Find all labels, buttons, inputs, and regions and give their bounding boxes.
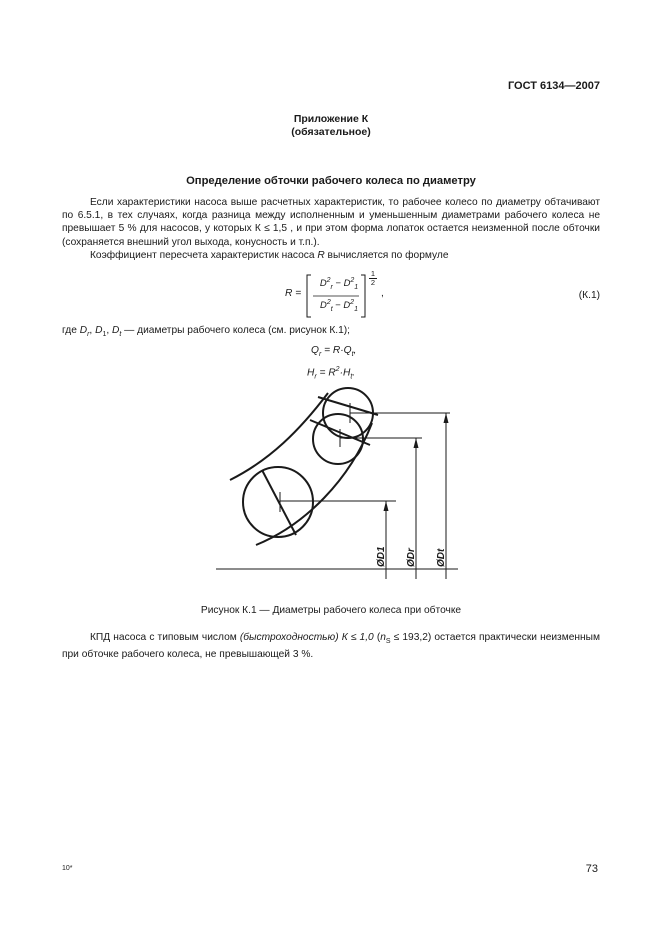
standard-header: ГОСТ 6134—2007 [507,80,600,92]
where-line: где $D_r$, $D_1$, $D_t$ — диаметры рабочего колеса (см. рисунок К.1); [62,325,351,339]
arrow-d1 [384,501,389,511]
formula-trail: , [381,288,384,299]
appendix-heading [0,113,662,139]
paragraph-1: Если характеристики насоса выше расчетных характеристик, то рабочее колесо по диаметру обтачивают по 6.5.1, в тех случаях, когда разница между исполненным и уменьшенным диаметрами рабочего колеса не превышает 5 % для насосов, у которых К ≤ 1,5 , и при этом форма лопаток остается неизменной после обточки (сохраняется внешний угол выхода, конусность и т.п.). [62,197,600,248]
intro-text [62,196,600,262]
impeller-diagram [200,385,460,595]
formula-lhs: R = [285,288,302,299]
inner-diameter-line [262,470,296,535]
arrow-dt [444,413,449,423]
equation-q: $Q_r = R\cdot Q_t$, [311,345,357,359]
formula-k1 [285,269,405,320]
appendix-status: (обязательное) [291,126,371,138]
appendix-title: Приложение К [293,113,369,125]
equation-h: $H_r = R^2\cdot H_t$. [307,366,356,381]
footer-code: 10* [62,865,73,872]
kpd-paragraph: КПД насоса с типовым числом (быстроходностью) К ≤ 1,0 $(n_S \le 193,2)$ остается практически неизменным при обточке рабочего колеса, не превышающей 3 %. [62,632,600,661]
section-title: Определение обточки рабочего колеса по диаметру [186,175,476,187]
formula-exponent: 1 2 [370,269,376,287]
dim-label-dt: ØDt [436,548,447,567]
page-number: 73 [585,863,598,875]
dim-label-d1: ØD1 [376,546,387,567]
dim-label-dr: ØDr [406,548,417,567]
equation-number: (К.1) [578,290,600,301]
paragraph-2: Коэффициент пересчета характеристик насоса R вычисляется по формуле [90,249,449,261]
formula-numerator: $D^2_r - D^2_1$ [319,277,359,291]
arrow-dr [414,438,419,448]
figure-caption: Рисунок К.1 — Диаметры рабочего колеса при обточке [200,605,462,616]
formula-denominator: $D^2_t - D^2_1$ [320,299,358,313]
